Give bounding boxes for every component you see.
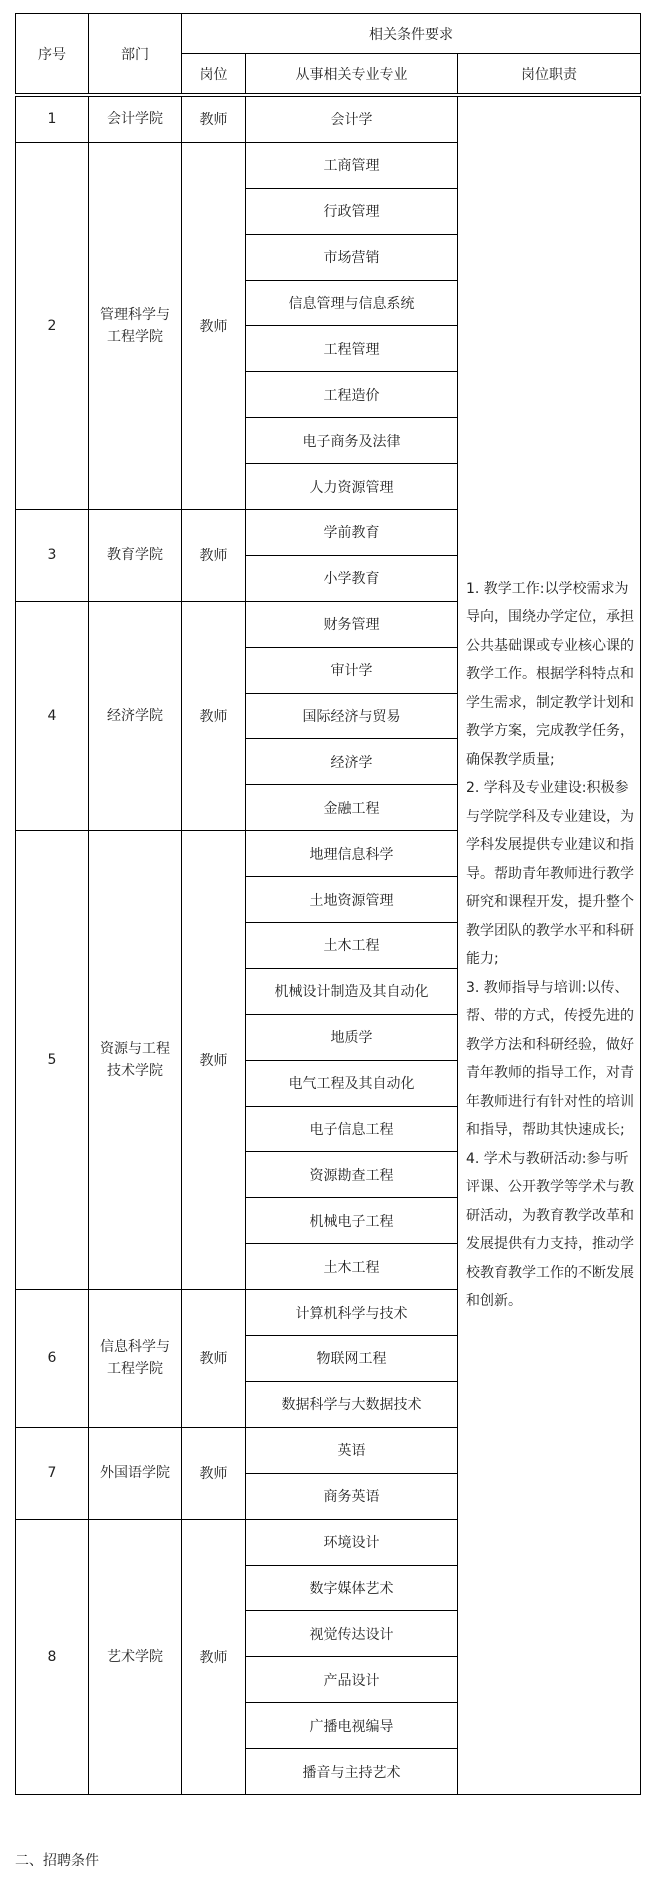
major-cell: 学前教育 <box>246 510 458 556</box>
table-body <box>16 97 641 1795</box>
position-cell: 教师 <box>182 1290 246 1428</box>
major-cell: 人力资源管理 <box>246 464 458 510</box>
major-cell: 金融工程 <box>246 785 458 831</box>
recruitment-table <box>15 13 641 1795</box>
major-cell: 视觉传达设计 <box>246 1611 458 1657</box>
dept-cell: 经济学院 <box>89 601 182 830</box>
header-major: 从事相关专业专业 <box>246 54 458 94</box>
header-group: 相关条件要求 <box>182 14 641 54</box>
dept-cell: 教育学院 <box>89 510 182 602</box>
major-cell: 国际经济与贸易 <box>246 693 458 739</box>
major-cell: 机械设计制造及其自动化 <box>246 968 458 1014</box>
major-cell: 产品设计 <box>246 1657 458 1703</box>
dept-cell: 信息科学与工程学院 <box>89 1290 182 1428</box>
seq-cell: 1 <box>16 97 89 143</box>
major-cell: 数据科学与大数据技术 <box>246 1381 458 1427</box>
position-cell: 教师 <box>182 97 246 143</box>
major-cell: 广播电视编导 <box>246 1703 458 1749</box>
duty-paragraph: 1. 教学工作:以学校需求为导向，围绕办学定位，承担公共基础课或专业核心课的教学工作。根据学科特点和学生需求，制定教学计划和教学方案，完成教学任务，确保教学质量; <box>466 580 634 768</box>
major-cell: 市场营销 <box>246 234 458 280</box>
duty-cell <box>458 97 641 1795</box>
position-cell: 教师 <box>182 142 246 509</box>
major-cell: 工程管理 <box>246 326 458 372</box>
major-cell: 地理信息科学 <box>246 831 458 877</box>
table-row <box>16 97 641 143</box>
duty-paragraph: 3. 教师指导与培训:以传、帮、带的方式，传授先进的教学方法和科研经验，做好青年教师的指导工作，对青年教师进行有针对性的培训和指导，帮助其快速成长; <box>466 979 634 1139</box>
major-cell: 电子信息工程 <box>246 1106 458 1152</box>
major-cell: 工商管理 <box>246 142 458 188</box>
seq-cell: 5 <box>16 831 89 1290</box>
seq-cell: 3 <box>16 510 89 602</box>
seq-cell: 6 <box>16 1290 89 1428</box>
major-cell: 英语 <box>246 1427 458 1473</box>
major-cell: 地质学 <box>246 1014 458 1060</box>
seq-cell: 8 <box>16 1519 89 1794</box>
major-cell: 土木工程 <box>246 1244 458 1290</box>
dept-cell: 会计学院 <box>89 97 182 143</box>
major-cell: 电气工程及其自动化 <box>246 1060 458 1106</box>
major-cell: 财务管理 <box>246 601 458 647</box>
position-cell: 教师 <box>182 831 246 1290</box>
duty-paragraph: 4. 学术与教研活动:参与听评课、公开教学等学术与教研活动，为教育教学改革和发展提供有力支持，推动学校教育教学工作的不断发展和创新。 <box>466 1150 634 1310</box>
major-cell: 会计学 <box>246 97 458 143</box>
major-cell: 计算机科学与技术 <box>246 1290 458 1336</box>
major-cell: 资源勘查工程 <box>246 1152 458 1198</box>
header-dept: 部门 <box>89 14 182 94</box>
major-cell: 土地资源管理 <box>246 877 458 923</box>
major-cell: 物联网工程 <box>246 1336 458 1382</box>
section-title: 二、招聘条件 <box>15 1853 99 1869</box>
major-cell: 机械电子工程 <box>246 1198 458 1244</box>
major-cell: 行政管理 <box>246 188 458 234</box>
dept-cell: 艺术学院 <box>89 1519 182 1794</box>
dept-cell: 管理科学与工程学院 <box>89 142 182 509</box>
dept-cell: 外国语学院 <box>89 1427 182 1519</box>
seq-cell: 4 <box>16 601 89 830</box>
major-cell: 播音与主持艺术 <box>246 1749 458 1795</box>
major-cell: 电子商务及法律 <box>246 418 458 464</box>
major-cell: 小学教育 <box>246 555 458 601</box>
major-cell: 信息管理与信息系统 <box>246 280 458 326</box>
position-cell: 教师 <box>182 1519 246 1794</box>
duty-paragraph: 2. 学科及专业建设:积极参与学院学科及专业建设，为学科发展提供专业建议和指导。帮助青年教师进行教学研究和课程开发，提升整个教学团队的教学水平和科研能力; <box>466 780 634 968</box>
major-cell: 工程造价 <box>246 372 458 418</box>
seq-cell: 7 <box>16 1427 89 1519</box>
position-cell: 教师 <box>182 510 246 602</box>
position-cell: 教师 <box>182 601 246 830</box>
header-duty: 岗位职责 <box>458 54 641 94</box>
major-cell: 土木工程 <box>246 923 458 969</box>
dept-cell: 资源与工程技术学院 <box>89 831 182 1290</box>
major-cell: 数字媒体艺术 <box>246 1565 458 1611</box>
header-seq: 序号 <box>16 14 89 94</box>
seq-cell: 2 <box>16 142 89 509</box>
major-cell: 环境设计 <box>246 1519 458 1565</box>
position-cell: 教师 <box>182 1427 246 1519</box>
major-cell: 审计学 <box>246 647 458 693</box>
header-position: 岗位 <box>182 54 246 94</box>
major-cell: 经济学 <box>246 739 458 785</box>
major-cell: 商务英语 <box>246 1473 458 1519</box>
